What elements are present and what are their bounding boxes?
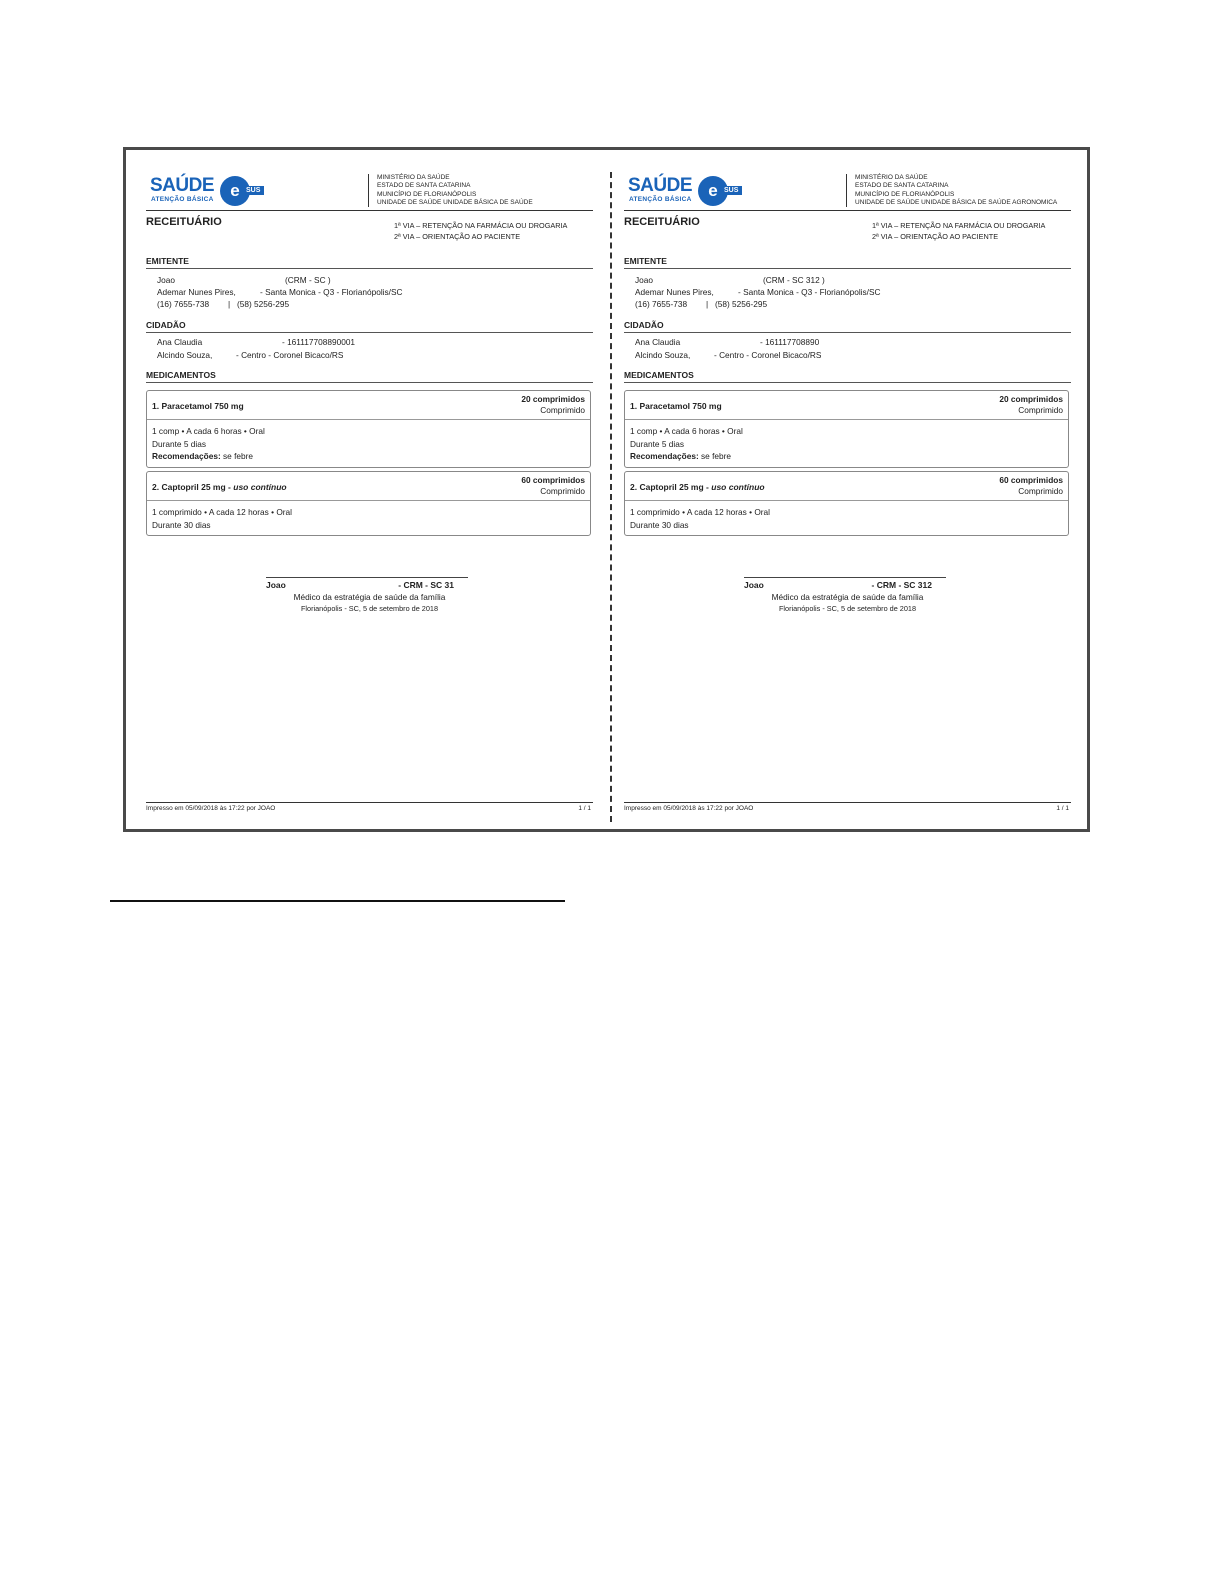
emitente-crm: (CRM - SC 312 ) (763, 275, 825, 285)
medication-card (146, 471, 591, 536)
cidadao-cns: - 161117708890001 (282, 337, 356, 347)
emitente-address-street: Ademar Nunes Pires, (635, 287, 714, 297)
medicamentos-heading: MEDICAMENTOS (146, 370, 593, 383)
cidadao-address-city: - Centro - Coronel Bicaco/RS (236, 350, 344, 360)
horizontal-rule (110, 900, 565, 902)
emitente-name: Joao (635, 275, 653, 285)
medication-quantity: 60 comprimidos Comprimido (999, 475, 1063, 496)
prescription-copy-1: SAÚDE ATENÇÃO BÁSICA e SUS MINISTÉRIO DA SAÚDE ESTADO DE SANTA CATARINA MUNICÍPIO DE FLORIANÓPOLIS UNIDADE DE SAÚDE UNIDADE BÁSICA DE SAÚDE RECEITUÁRIO 1ª VIA – RETENÇÃO NA FARMÁCIA OU DROGARIA 2ª VIA – ORIENTAÇÃO AO PACIENTE EMITENTE Joao (CRM - SC ) Ademar Nunes Pires, - Santa Monica - Q3 - Florianópolis/SC (16) 7655-738 | (58) 5256-295 CIDADÃO Ana Claudia - 161117708890001 Alcindo Souza, - Centro - Coronel Bicaco/RS MEDICAMENTOS 1. Paracetamol 750 mg 20 comprimidos Comprimido 1 comp • A cada 6 horas • Oral Durante 5 dias Recomendações: se febre 2. Captopril 25 mg - uso contínuo 60 comprimidos Comprimido 1 comprimido • A cada 12 horas • Oral Durante 30 dias Joao - CRM - SC 31 Médico da estratégia de saúde da família Florianópolis - SC, 5 de setembro de 2018 Impresso em 05/09/2018 às 17:22 por JOAO 1 / 1 (146, 150, 593, 829)
medication-instructions: 1 comprimido • A cada 12 horas • Oral Durante 30 dias (152, 507, 293, 530)
document-title: RECEITUÁRIO (624, 216, 700, 228)
ministry-block: MINISTÉRIO DA SAÚDE ESTADO DE SANTA CATARINA MUNICÍPIO DE FLORIANÓPOLIS UNIDADE DE SAÚDE UNIDADE BÁSICA DE SAÚDE AGRONOMICA (846, 174, 1077, 207)
prescription-copy-2: SAÚDE ATENÇÃO BÁSICA e SUS MINISTÉRIO DA SAÚDE ESTADO DE SANTA CATARINA MUNICÍPIO DE FLORIANÓPOLIS UNIDADE DE SAÚDE UNIDADE BÁSICA DE SAÚDE AGRONOMICA RECEITUÁRIO 1ª VIA – RETENÇÃO NA FARMÁCIA OU DROGARIA 2ª VIA – ORIENTAÇÃO AO PACIENTE EMITENTE Joao (CRM - SC 312 ) Ademar Nunes Pires, - Santa Monica - Q3 - Florianópolis/SC (16) 7655-738 | (58) 5256-295 CIDADÃO Ana Claudia - 161117708890 Alcindo Souza, - Centro - Coronel Bicaco/RS MEDICAMENTOS 1. Paracetamol 750 mg 20 comprimidos Comprimido 1 comp • A cada 6 horas • Oral Durante 5 dias Recomendações: se febre 2. Captopril 25 mg - uso contínuo 60 comprimidos Comprimido 1 comprimido • A cada 12 horas • Oral Durante 30 dias Joao - CRM - SC 312 Médico da estratégia de saúde da família Florianópolis - SC, 5 de setembro de 2018 Impresso em 05/09/2018 às 17:22 por JOAO 1 / 1 (624, 150, 1071, 829)
cidadao-address-city: - Centro - Coronel Bicaco/RS (714, 350, 822, 360)
cidadao-heading: CIDADÃO (146, 320, 593, 333)
emitente-crm: (CRM - SC ) (285, 275, 331, 285)
medication-card (146, 390, 591, 468)
medicamentos-heading: MEDICAMENTOS (624, 370, 1071, 383)
emitente-phone-1: (16) 7655-738 (157, 299, 210, 309)
page-number: 1 / 1 (578, 805, 591, 812)
document-title: RECEITUÁRIO (146, 216, 222, 228)
cidadao-heading: CIDADÃO (624, 320, 1071, 333)
signature-place-date: Florianópolis - SC, 5 de setembro de 2018 (778, 604, 917, 613)
ministry-block: MINISTÉRIO DA SAÚDE ESTADO DE SANTA CATARINA MUNICÍPIO DE FLORIANÓPOLIS UNIDADE DE SAÚDE UNIDADE BÁSICA DE SAÚDE (368, 174, 599, 207)
medication-quantity: 20 comprimidos Comprimido (521, 394, 585, 415)
prescription-sheet (123, 147, 1090, 832)
printed-info: Impresso em 05/09/2018 às 17:22 por JOAO (146, 805, 276, 812)
signature-line (266, 577, 468, 578)
via-notes: 1ª VIA – RETENÇÃO NA FARMÁCIA OU DROGARIA 2ª VIA – ORIENTAÇÃO AO PACIENTE (394, 221, 568, 241)
medication-name: 1. Paracetamol 750 mg (152, 401, 244, 411)
emitente-address-city: - Santa Monica - Q3 - Florianópolis/SC (738, 287, 881, 297)
phone-separator: | (706, 299, 709, 309)
signature-line (744, 577, 946, 578)
cut-line (610, 172, 612, 822)
esus-logo: SAÚDE ATENÇÃO BÁSICA e SUS (150, 176, 290, 206)
medication-name: 1. Paracetamol 750 mg (630, 401, 722, 411)
emitente-heading: EMITENTE (624, 256, 1071, 269)
signature-role: Médico da estratégia de saúde da família (771, 592, 924, 602)
medication-instructions: 1 comp • A cada 6 horas • Oral Durante 5 dias Recomendações: se febre (630, 426, 743, 461)
header (624, 172, 1071, 211)
cidadao-address-street: Alcindo Souza, (635, 350, 691, 360)
footer-rule (624, 802, 1071, 803)
phone-separator: | (228, 299, 231, 309)
cidadao-address-street: Alcindo Souza, (157, 350, 213, 360)
cidadao-name: Ana Claudia (635, 337, 681, 347)
esus-circle-icon: e (698, 176, 728, 206)
medication-quantity: 20 comprimidos Comprimido (999, 394, 1063, 415)
signature-place-date: Florianópolis - SC, 5 de setembro de 2018 (300, 604, 439, 613)
emitente-heading: EMITENTE (146, 256, 593, 269)
printed-info: Impresso em 05/09/2018 às 17:22 por JOAO (624, 805, 754, 812)
medication-card (624, 390, 1069, 468)
medication-instructions: 1 comp • A cada 6 horas • Oral Durante 5 dias Recomendações: se febre (152, 426, 265, 461)
medication-quantity: 60 comprimidos Comprimido (521, 475, 585, 496)
header (146, 172, 593, 211)
page-number: 1 / 1 (1056, 805, 1069, 812)
cidadao-cns: - 161117708890 (760, 337, 820, 347)
medication-name: 2. Captopril 25 mg - uso contínuo (630, 482, 765, 492)
emitente-phone-2: (58) 5256-295 (237, 299, 290, 309)
signature-role: Médico da estratégia de saúde da família (293, 592, 446, 602)
emitente-name: Joao (157, 275, 175, 285)
esus-circle-icon: e (220, 176, 250, 206)
emitente-phone-1: (16) 7655-738 (635, 299, 688, 309)
cidadao-name: Ana Claudia (157, 337, 203, 347)
via-notes: 1ª VIA – RETENÇÃO NA FARMÁCIA OU DROGARIA 2ª VIA – ORIENTAÇÃO AO PACIENTE (872, 221, 1046, 241)
medication-card (624, 471, 1069, 536)
medication-name: 2. Captopril 25 mg - uso contínuo (152, 482, 287, 492)
medication-instructions: 1 comprimido • A cada 12 horas • Oral Durante 30 dias (630, 507, 771, 530)
emitente-phone-2: (58) 5256-295 (715, 299, 768, 309)
emitente-address-city: - Santa Monica - Q3 - Florianópolis/SC (260, 287, 403, 297)
esus-logo: SAÚDE ATENÇÃO BÁSICA e SUS (628, 176, 768, 206)
emitente-address-street: Ademar Nunes Pires, (157, 287, 236, 297)
footer-rule (146, 802, 593, 803)
